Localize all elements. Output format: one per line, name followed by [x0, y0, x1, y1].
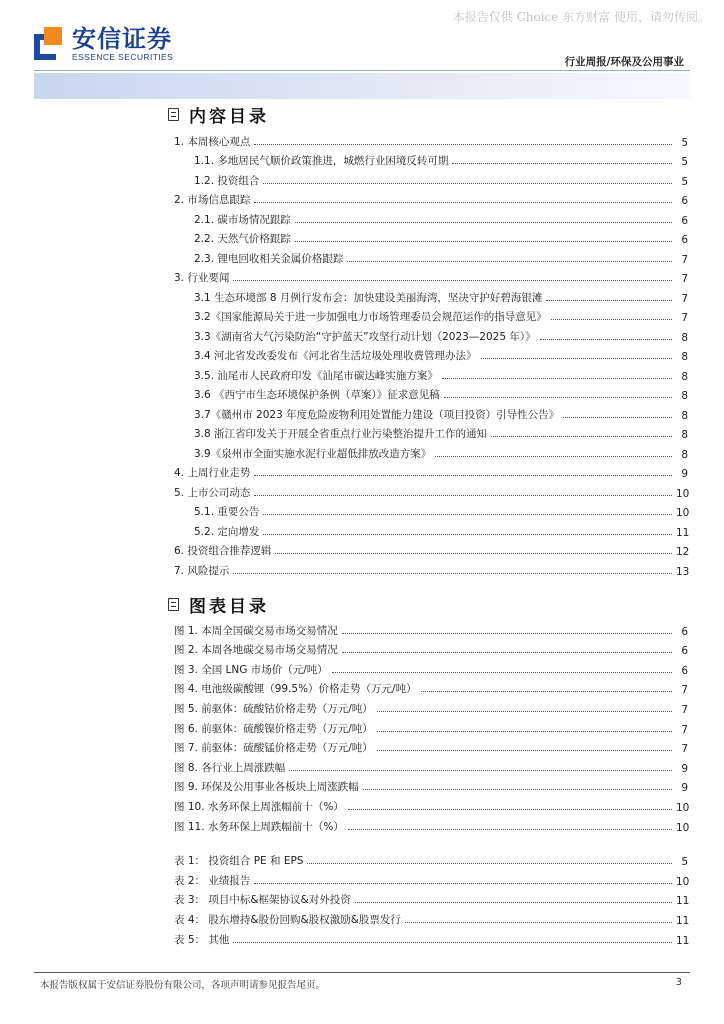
contents-title: 内容目录 [189, 106, 269, 127]
toc-entry-page: 6 [681, 195, 688, 207]
table-entry[interactable] [168, 927, 688, 947]
toc-entry[interactable] [168, 207, 688, 227]
page-number: 3 [675, 977, 682, 988]
toc-entry[interactable] [168, 441, 688, 461]
dot-leader [233, 942, 672, 943]
toc-entry-page: 8 [681, 370, 688, 383]
dot-leader [275, 553, 672, 554]
dot-leader [263, 534, 672, 535]
figure-entry-text: 图 11. 水务环保上周跌幅前十（%） [174, 820, 344, 833]
dot-leader [254, 144, 672, 145]
brand-logo [34, 22, 173, 66]
toc-entry-text: 7. 风险提示 [174, 564, 230, 577]
toc-entry-text: 2.2. 天然气价格跟踪 [194, 233, 291, 245]
dot-leader [442, 378, 672, 379]
contents-list [168, 129, 688, 578]
dot-leader [289, 770, 672, 771]
report-type: 行业周报/环保及公用事业 [564, 56, 684, 68]
toc-entry-text: 1.2. 投资组合 [194, 174, 260, 187]
toc-entry[interactable] [168, 363, 688, 383]
toc-entry-text: 6. 投资组合推荐逻辑 [174, 545, 272, 557]
table-entry-text: 表 4： 股东增持&股份回购&股权激励&股票发行 [174, 913, 401, 926]
dot-leader [254, 883, 672, 884]
table-entry-text: 表 5： 其他 [174, 933, 230, 946]
toc-entry-text: 2. 市场信息跟踪 [174, 194, 251, 206]
toc-entry[interactable] [168, 461, 688, 481]
table-entry[interactable] [168, 888, 688, 908]
dot-leader [254, 202, 672, 203]
toc-entry-text: 5. 上市公司动态 [174, 486, 251, 499]
table-entry-text: 表 1： 投资组合 PE 和 EPS [174, 855, 304, 868]
figure-entry-text: 图 6. 前驱体：硫酸镍价格走势（万元/吨） [174, 722, 373, 735]
figure-entry-text: 图 7. 前驱体：硫酸锰价格走势（万元/吨） [174, 742, 373, 755]
figure-entry-page: 10 [676, 801, 690, 814]
dot-leader [263, 514, 672, 515]
toc-entry[interactable] [168, 344, 688, 364]
figure-entry-text: 图 9. 环保及公用事业各板块上周涨跌幅 [174, 781, 359, 794]
toc-entry[interactable] [168, 324, 688, 344]
figure-entry-page: 6 [681, 645, 688, 658]
dot-leader [332, 672, 672, 673]
toc-entry-page: 7 [681, 273, 688, 285]
dot-leader [348, 809, 672, 810]
toc-entry[interactable] [168, 149, 688, 169]
toc-entry[interactable] [168, 129, 688, 149]
toc-entry-page: 10 [676, 507, 690, 519]
charts-section [168, 594, 688, 947]
watermark: 本报告仅供 Choice 东方财富 使用，请勿传阅。 [452, 10, 710, 24]
figure-entry-page: 9 [681, 782, 688, 795]
dot-leader [363, 789, 672, 790]
figure-entry-text: 图 2. 本周各地碳交易市场交易情况 [174, 644, 338, 657]
toc-entry-page: 7 [681, 312, 688, 324]
figure-entry-page: 10 [676, 821, 690, 834]
dot-leader [295, 222, 672, 223]
figure-entry-text: 图 10. 水务环保上周涨幅前十（%） [174, 800, 344, 813]
figure-entry-page: 7 [681, 684, 688, 697]
dot-leader [233, 280, 672, 281]
figure-entry-page: 6 [681, 625, 688, 638]
dot-leader [263, 183, 672, 184]
toc-entry[interactable] [168, 519, 688, 539]
dot-leader [546, 300, 672, 301]
toc-entry-page: 5 [681, 156, 688, 168]
toc-entry-text: 3.5. 汕尾市人民政府印发《汕尾市碳达峰实施方案》 [194, 369, 438, 382]
logo-icon [34, 27, 64, 61]
dot-leader [452, 163, 672, 164]
toc-entry-page: 7 [681, 292, 688, 305]
toc-entry-page: 6 [681, 214, 688, 227]
toc-entry-page: 8 [681, 390, 688, 402]
brand-name-cn: 安信证券 [72, 25, 172, 53]
figure-entry[interactable] [168, 736, 688, 756]
toc-entry-text: 3.8 浙江省印发关于开展全省重点行业污染整治提升工作的通知 [194, 428, 488, 440]
table-entry-page: 11 [676, 895, 690, 908]
figure-entry-text: 图 4. 电池级碳酸锂（99.5%）价格走势（万元/吨） [174, 683, 417, 696]
toc-entry-text: 3.6 《西宁市生态环境保护条例（草案）》征求意见稿 [194, 389, 440, 401]
toc-entry-page: 10 [676, 487, 690, 500]
toc-entry-text: 2.3. 锂电回收相关金属价格跟踪 [194, 252, 344, 265]
toc-entry-text: 3.9《泉州市全面实施水泥行业超低排放改造方案》 [194, 447, 432, 460]
dot-leader [347, 261, 672, 262]
tables-list [168, 849, 688, 947]
toc-entry[interactable] [168, 422, 688, 442]
charts-title: 图表目录 [189, 596, 269, 617]
figure-entry-page: 7 [681, 723, 688, 736]
dot-leader [421, 691, 672, 692]
dot-leader [435, 456, 672, 457]
toc-entry-page: 8 [681, 429, 688, 441]
figure-entry-text: 图 5. 前驱体：硫酸钴价格走势（万元/吨） [174, 702, 373, 715]
dot-leader [377, 731, 672, 732]
dot-leader [563, 417, 672, 418]
dot-leader [348, 829, 672, 830]
table-entry-page: 10 [676, 875, 690, 888]
table-entry[interactable] [168, 849, 688, 869]
toc-entry-text: 1. 本周核心观点 [174, 135, 251, 148]
figure-entry[interactable] [168, 814, 688, 834]
dot-leader [540, 339, 672, 340]
toc-entry[interactable] [168, 305, 688, 325]
toc-entry-text: 3. 行业要闻 [174, 272, 230, 284]
toc-entry-text: 1.1. 多地居民气顺价政策推进，城燃行业困境反转可期 [194, 155, 449, 167]
header-divider [34, 70, 690, 71]
document-icon [168, 598, 179, 611]
dot-leader [355, 902, 672, 903]
toc-entry-text: 3.3《湖南省大气污染防治“守护蓝天”攻坚行动计划（2023—2025 年）》 [194, 330, 536, 343]
toc-entry[interactable] [168, 266, 688, 286]
document-icon [168, 108, 179, 121]
dot-leader [233, 573, 672, 574]
figure-entry-text: 图 1. 本周全国碳交易市场交易情况 [174, 624, 338, 637]
figure-entry-page: 6 [681, 664, 688, 677]
figure-entry-page: 7 [681, 743, 688, 756]
toc-entry-page: 8 [681, 448, 688, 461]
toc-entry[interactable] [168, 539, 688, 559]
toc-entry-text: 3.1 生态环境部 8 月例行发布会：加快建设美丽海湾，坚决守护好碧海银滩 [194, 291, 543, 304]
contents-section [168, 104, 688, 578]
toc-entry-page: 5 [681, 136, 688, 149]
table-entry-text: 表 3： 项目中标&框架协议&对外投资 [174, 894, 351, 907]
figure-entry-text: 图 8. 各行业上周涨跌幅 [174, 761, 286, 774]
figure-entry[interactable] [168, 638, 688, 658]
footer-disclaimer: 本报告版权属于安信证券股份有限公司，各项声明请参见报告尾页。 [40, 980, 326, 991]
toc-entry-page: 8 [681, 331, 688, 344]
figure-entry[interactable] [168, 716, 688, 736]
toc-entry-page: 13 [676, 565, 690, 578]
table-entry[interactable] [168, 868, 688, 888]
dot-leader [342, 652, 672, 653]
toc-entry-text: 5.2. 定向增发 [194, 525, 260, 538]
toc-entry-page: 5 [681, 175, 688, 188]
toc-entry[interactable] [168, 558, 688, 578]
dot-leader [307, 863, 672, 864]
toc-entry[interactable] [168, 168, 688, 188]
toc-entry-page: 8 [681, 409, 688, 422]
toc-entry-text: 2.1. 碳市场情况跟踪 [194, 213, 291, 226]
toc-entry[interactable] [168, 246, 688, 266]
figure-entry[interactable] [168, 755, 688, 775]
figure-entry[interactable] [168, 775, 688, 795]
figure-entry[interactable] [168, 618, 688, 638]
dot-leader [481, 358, 672, 359]
table-entry-page: 11 [676, 914, 690, 927]
toc-entry-page: 7 [681, 253, 688, 266]
dot-leader [551, 319, 672, 320]
toc-entry-page: 6 [681, 234, 688, 246]
toc-entry-page: 8 [681, 351, 688, 363]
toc-entry-text: 4. 上周行业走势 [174, 467, 251, 479]
dot-leader [377, 711, 672, 712]
table-entry-page: 5 [681, 856, 688, 869]
dot-leader [444, 397, 672, 398]
table-entry-text: 表 2： 业绩报告 [174, 874, 251, 887]
toc-entry-text: 3.2《国家能源局关于进一步加强电力市场管理委员会规范运作的指导意见》 [194, 311, 547, 323]
table-entry[interactable] [168, 907, 688, 927]
toc-entry-page: 9 [681, 468, 688, 480]
toc-entry[interactable] [168, 188, 688, 208]
toc-entry-page: 11 [676, 526, 690, 539]
toc-entry[interactable] [168, 383, 688, 403]
figure-entry-page: 9 [681, 762, 688, 775]
dot-leader [342, 633, 672, 634]
toc-entry-page: 12 [676, 546, 690, 558]
figure-entry-page: 7 [681, 703, 688, 716]
dot-leader [491, 436, 672, 437]
toc-entry[interactable] [168, 480, 688, 500]
toc-entry[interactable] [168, 500, 688, 520]
figure-entry-text: 图 3. 全国 LNG 市场价（元/吨） [174, 663, 328, 676]
figure-entry[interactable] [168, 696, 688, 716]
footer-divider [34, 972, 690, 973]
dot-leader [254, 475, 672, 476]
dot-leader [254, 495, 672, 496]
dot-leader [405, 922, 672, 923]
toc-entry-text: 3.4 河北省发改委发布《河北省生活垃圾处理收费管理办法》 [194, 350, 477, 362]
toc-entry[interactable] [168, 402, 688, 422]
brand-name-en: ESSENCE SECURITIES [72, 52, 174, 62]
figure-entry[interactable] [168, 677, 688, 697]
figures-list [168, 618, 688, 834]
toc-entry-text: 5.1. 重要公告 [194, 506, 260, 518]
toc-entry-text: 3.7《赣州市 2023 年度危险废物利用处置能力建设（项目投资）引导性公告》 [194, 408, 560, 421]
header-band [34, 73, 690, 99]
figure-entry[interactable] [168, 794, 688, 814]
dot-leader [295, 241, 672, 242]
dot-leader [377, 750, 672, 751]
toc-entry[interactable] [168, 285, 688, 305]
figure-entry[interactable] [168, 657, 688, 677]
table-entry-page: 11 [676, 934, 690, 947]
toc-entry[interactable] [168, 227, 688, 247]
